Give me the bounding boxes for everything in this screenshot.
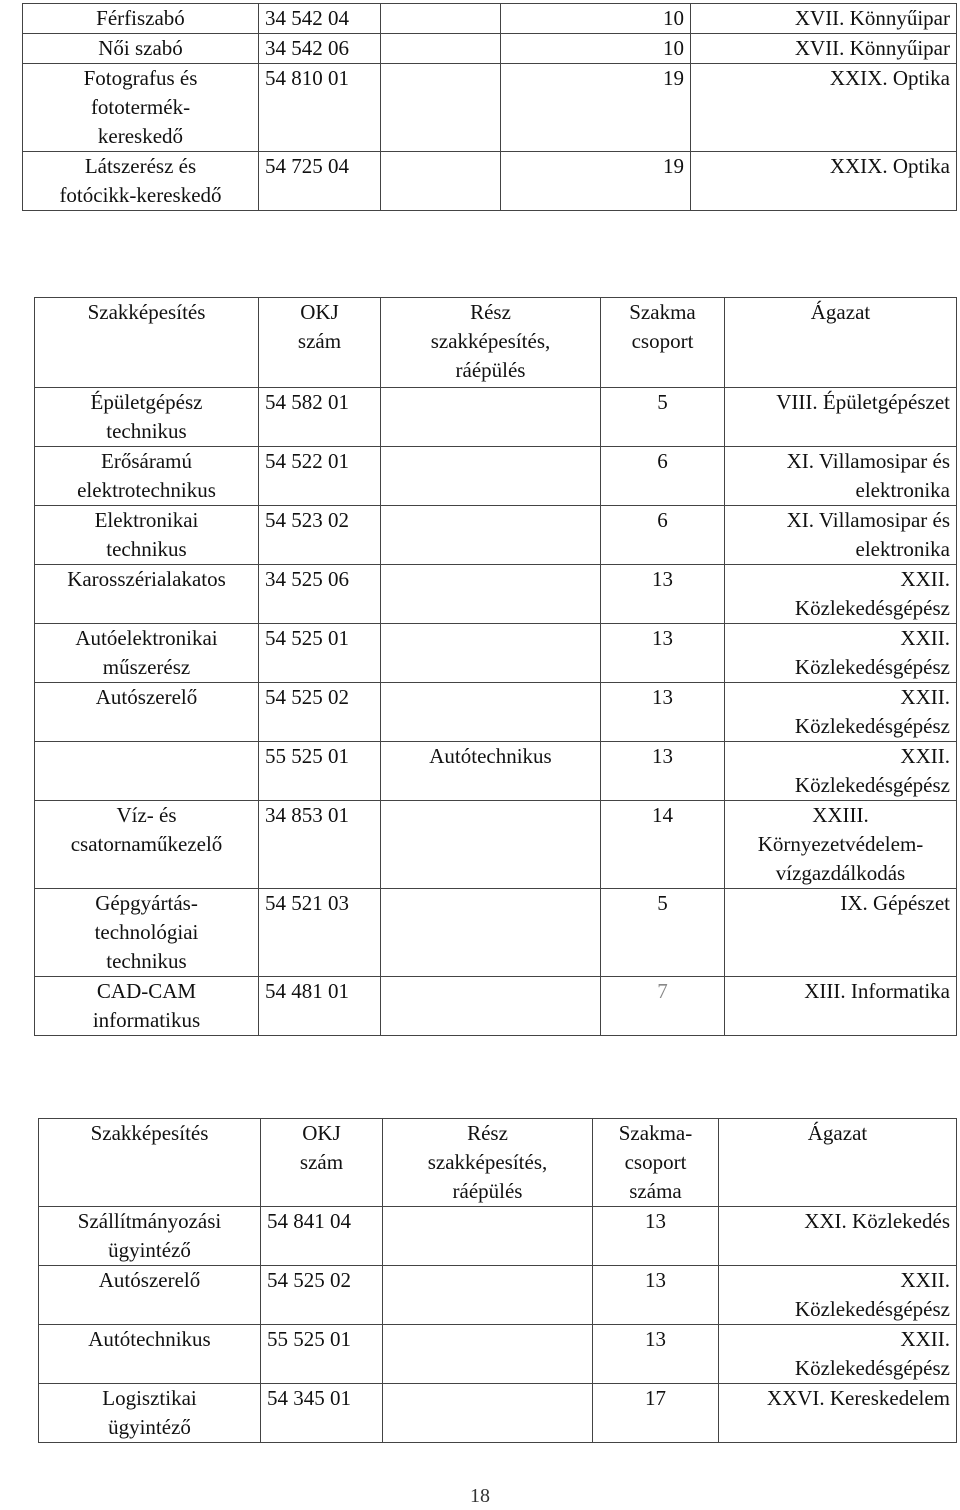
table-row <box>35 889 957 977</box>
qualification-name: Karosszérialakatos <box>35 565 259 624</box>
okj-code: 54 525 02 <box>261 1266 383 1325</box>
sector: XXII. Közlekedésgépész <box>725 624 957 683</box>
sector: XI. Villamosipar és elektronika <box>725 506 957 565</box>
qualification-name: Erősáramú elektrotechnikus <box>35 447 259 506</box>
qualification-name: Szállítmányozási ügyintéző <box>39 1207 261 1266</box>
partial-qualification <box>383 1266 593 1325</box>
table-row <box>35 801 957 889</box>
qualification-name: Autóelektronikai műszerész <box>35 624 259 683</box>
table-row <box>35 447 957 506</box>
partial-qualification <box>381 801 601 889</box>
partial-qualification <box>381 683 601 742</box>
okj-code: 34 542 06 <box>259 34 381 64</box>
profession-group: 19 <box>501 152 691 211</box>
profession-group: 13 <box>593 1266 719 1325</box>
partial-qualification <box>381 565 601 624</box>
sector: XXII. Közlekedésgépész <box>719 1325 957 1384</box>
okj-code: 55 525 01 <box>259 742 381 801</box>
okj-code: 54 841 04 <box>261 1207 383 1266</box>
profession-group: 17 <box>593 1384 719 1443</box>
table-row <box>35 388 957 447</box>
partial-qualification: Autótechnikus <box>381 742 601 801</box>
table-row <box>35 506 957 565</box>
table-row <box>35 565 957 624</box>
qualification-name: Elektronikai technikus <box>35 506 259 565</box>
table-row <box>35 624 957 683</box>
partial-qualification <box>381 889 601 977</box>
partial-qualification <box>381 624 601 683</box>
profession-group: 13 <box>601 624 725 683</box>
okj-code: 54 523 02 <box>259 506 381 565</box>
okj-code: 54 525 01 <box>259 624 381 683</box>
profession-group: 14 <box>601 801 725 889</box>
sector: XXIX. Optika <box>691 64 957 152</box>
okj-code: 34 525 06 <box>259 565 381 624</box>
table-row <box>35 742 957 801</box>
table-row <box>39 1266 957 1325</box>
qualification-table-1 <box>22 3 957 211</box>
table-row <box>39 1384 957 1443</box>
sector: XXII. Közlekedésgépész <box>725 683 957 742</box>
qualification-table-3 <box>38 1118 957 1443</box>
header-partial-qualification: Rész szakképesítés, ráépülés <box>381 298 601 388</box>
profession-group: 13 <box>601 683 725 742</box>
okj-code: 55 525 01 <box>261 1325 383 1384</box>
partial-qualification <box>381 4 501 34</box>
table-row <box>39 1207 957 1266</box>
sector: XXII. Közlekedésgépész <box>725 742 957 801</box>
profession-group: 13 <box>593 1207 719 1266</box>
sector: XXIII. Környezetvédelem- vízgazdálkodás <box>725 801 957 889</box>
okj-code: 54 481 01 <box>259 977 381 1036</box>
sector: XI. Villamosipar és elektronika <box>725 447 957 506</box>
partial-qualification <box>381 388 601 447</box>
header-row <box>35 298 957 388</box>
sector: XVII. Könnyűipar <box>691 34 957 64</box>
qualification-name: CAD-CAM informatikus <box>35 977 259 1036</box>
profession-group: 13 <box>601 742 725 801</box>
okj-code: 54 521 03 <box>259 889 381 977</box>
profession-group: 13 <box>601 565 725 624</box>
sector: XVII. Könnyűipar <box>691 4 957 34</box>
sector: VIII. Épületgépészet <box>725 388 957 447</box>
profession-group: 13 <box>593 1325 719 1384</box>
qualification-name: Logisztikai ügyintéző <box>39 1384 261 1443</box>
qualification-name: Autószerelő <box>35 683 259 742</box>
header-sector: Ágazat <box>725 298 957 388</box>
okj-code: 54 525 02 <box>259 683 381 742</box>
profession-group: 10 <box>501 34 691 64</box>
qualification-name: Épületgépész technikus <box>35 388 259 447</box>
header-okj-code: OKJ szám <box>259 298 381 388</box>
page-number: 18 <box>470 1485 490 1507</box>
table-row <box>23 64 957 152</box>
table-row <box>23 34 957 64</box>
qualification-name: Látszerész és fotócikk-kereskedő <box>23 152 259 211</box>
okj-code: 54 345 01 <box>261 1384 383 1443</box>
partial-qualification <box>381 506 601 565</box>
table-row <box>39 1325 957 1384</box>
header-okj-code: OKJ szám <box>261 1119 383 1207</box>
partial-qualification <box>383 1207 593 1266</box>
header-qualification: Szakképesítés <box>35 298 259 388</box>
sector: XXIX. Optika <box>691 152 957 211</box>
header-profession-group: Szakma- csoport száma <box>593 1119 719 1207</box>
partial-qualification <box>383 1325 593 1384</box>
table-row <box>23 152 957 211</box>
header-row <box>39 1119 957 1207</box>
partial-qualification <box>381 977 601 1036</box>
qualification-name: Autótechnikus <box>39 1325 261 1384</box>
qualification-name <box>35 742 259 801</box>
qualification-name: Férfiszabó <box>23 4 259 34</box>
table-row <box>35 683 957 742</box>
header-sector: Ágazat <box>719 1119 957 1207</box>
header-qualification: Szakképesítés <box>39 1119 261 1207</box>
qualification-table-2 <box>34 297 957 1036</box>
table-row <box>23 4 957 34</box>
okj-code: 54 725 04 <box>259 152 381 211</box>
profession-group: 6 <box>601 447 725 506</box>
table-row <box>35 977 957 1036</box>
header-profession-group: Szakma csoport <box>601 298 725 388</box>
sector: XXII. Közlekedésgépész <box>725 565 957 624</box>
qualification-name: Víz- és csatornaműkezelő <box>35 801 259 889</box>
profession-group: 5 <box>601 388 725 447</box>
header-partial-qualification: Rész szakképesítés, ráépülés <box>383 1119 593 1207</box>
partial-qualification <box>383 1384 593 1443</box>
profession-group: 10 <box>501 4 691 34</box>
partial-qualification <box>381 34 501 64</box>
okj-code: 34 853 01 <box>259 801 381 889</box>
okj-code: 54 582 01 <box>259 388 381 447</box>
okj-code: 54 810 01 <box>259 64 381 152</box>
okj-code: 54 522 01 <box>259 447 381 506</box>
profession-group: 6 <box>601 506 725 565</box>
sector: XXVI. Kereskedelem <box>719 1384 957 1443</box>
sector: IX. Gépészet <box>725 889 957 977</box>
profession-group: 7 <box>601 977 725 1036</box>
sector: XXI. Közlekedés <box>719 1207 957 1266</box>
profession-group: 19 <box>501 64 691 152</box>
partial-qualification <box>381 447 601 506</box>
partial-qualification <box>381 64 501 152</box>
sector: XXII. Közlekedésgépész <box>719 1266 957 1325</box>
qualification-name: Női szabó <box>23 34 259 64</box>
partial-qualification <box>381 152 501 211</box>
qualification-name: Autószerelő <box>39 1266 261 1325</box>
qualification-name: Fotografus és fototermék- kereskedő <box>23 64 259 152</box>
sector: XIII. Informatika <box>725 977 957 1036</box>
okj-code: 34 542 04 <box>259 4 381 34</box>
profession-group: 5 <box>601 889 725 977</box>
qualification-name: Gépgyártás- technológiai technikus <box>35 889 259 977</box>
